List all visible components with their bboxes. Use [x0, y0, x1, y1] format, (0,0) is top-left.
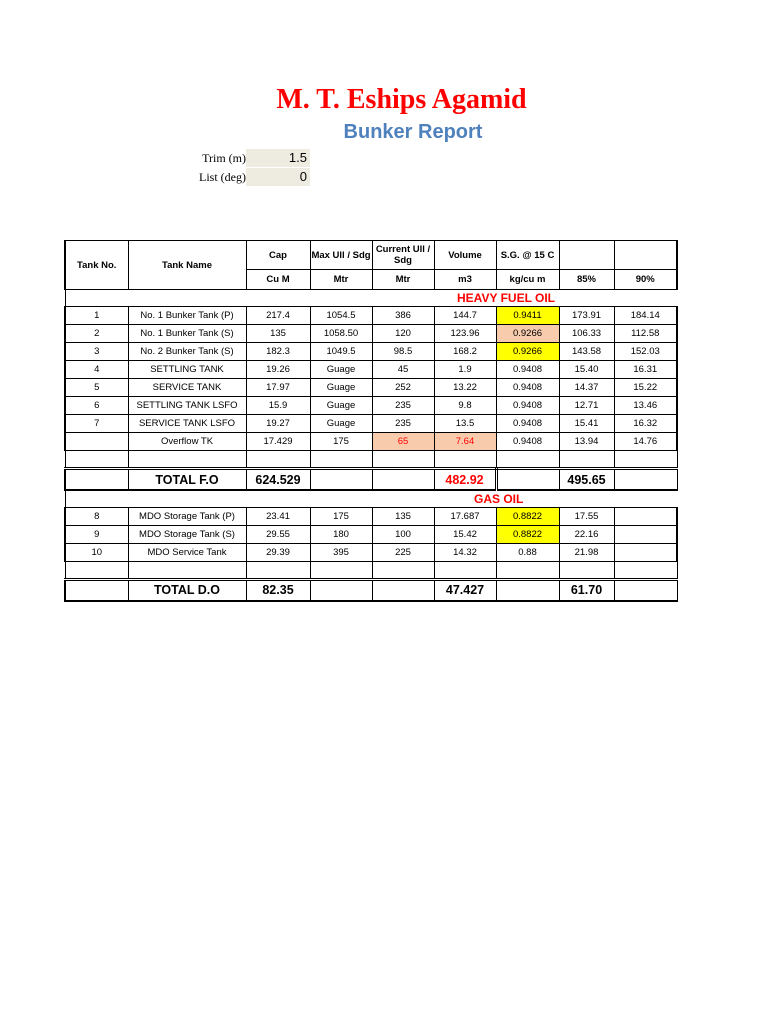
cell-max-ull: Guage [310, 415, 372, 433]
cell-tank-no: 8 [65, 507, 128, 525]
cell-volume: 1.9 [434, 361, 496, 379]
trim-value: 1.5 [246, 149, 310, 167]
unit-85: 85% [559, 270, 614, 290]
total-do-cap: 82.35 [246, 579, 310, 601]
list-value: 0 [246, 168, 310, 186]
cell-current-ull: 235 [372, 397, 434, 415]
list-label: List (deg) [199, 170, 246, 184]
cell-pct85: 12.71 [559, 397, 614, 415]
cell-sg: 0.9408 [496, 379, 559, 397]
cell-pct90 [614, 507, 677, 525]
cell-max-ull: 395 [310, 543, 372, 561]
cell-cap: 23.41 [246, 507, 310, 525]
unit-sg: kg/cu m [496, 270, 559, 290]
cell-pct85: 17.55 [559, 507, 614, 525]
cell-cap: 17.429 [246, 433, 310, 451]
cell-tank-no: 6 [65, 397, 128, 415]
col-current-ull: Current Ull / Sdg [372, 241, 434, 270]
cell-sg: 0.9408 [496, 415, 559, 433]
cell-max-ull: Guage [310, 361, 372, 379]
bunker-table [64, 240, 678, 602]
cell-pct90: 184.14 [614, 307, 677, 325]
unit-max-ull: Mtr [310, 270, 372, 290]
cell-sg: 0.9266 [496, 343, 559, 361]
col-tank-name: Tank Name [128, 241, 246, 290]
cell-max-ull: 1049.5 [310, 343, 372, 361]
cell-volume: 15.42 [434, 525, 496, 543]
cell-current-ull: 45 [372, 361, 434, 379]
unit-90: 90% [614, 270, 677, 290]
cell-pct90: 13.46 [614, 397, 677, 415]
cell-current-ull: 120 [372, 325, 434, 343]
cell-tank-name: MDO Storage Tank (P) [128, 507, 246, 525]
cell-current-ull: 386 [372, 307, 434, 325]
report-subtitle: Bunker Report [343, 121, 483, 143]
table-row [65, 361, 677, 379]
cell-max-ull: 1054.5 [310, 307, 372, 325]
table-row [65, 397, 677, 415]
cell-tank-no: 10 [65, 543, 128, 561]
cell-current-ull: 135 [372, 507, 434, 525]
cell-volume: 17.687 [434, 507, 496, 525]
table-row [65, 379, 677, 397]
cell-sg: 0.8822 [496, 525, 559, 543]
table-row [65, 307, 677, 325]
cell-volume: 7.64 [434, 433, 496, 451]
cell-cap: 29.55 [246, 525, 310, 543]
cell-sg: 0.9266 [496, 325, 559, 343]
cell-current-ull: 65 [372, 433, 434, 451]
cell-sg: 0.88 [496, 543, 559, 561]
total-fo-volume: 482.92 [434, 469, 496, 491]
cell-sg: 0.9408 [496, 433, 559, 451]
cell-sg: 0.9408 [496, 361, 559, 379]
cell-current-ull: 225 [372, 543, 434, 561]
cell-tank-no: 1 [65, 307, 128, 325]
total-do-label: TOTAL D.O [128, 579, 246, 601]
total-fo-85: 495.65 [559, 469, 614, 491]
cell-current-ull: 100 [372, 525, 434, 543]
total-do-85: 61.70 [559, 579, 614, 601]
cell-pct85: 15.40 [559, 361, 614, 379]
report-title: M. T. Eships Agamid [276, 84, 527, 115]
cell-volume: 13.22 [434, 379, 496, 397]
do-rows [65, 507, 677, 561]
cell-pct90: 14.76 [614, 433, 677, 451]
cell-current-ull: 235 [372, 415, 434, 433]
cell-tank-name: No. 1 Bunker Tank (P) [128, 307, 246, 325]
cell-max-ull: Guage [310, 397, 372, 415]
cell-current-ull: 252 [372, 379, 434, 397]
cell-volume: 144.7 [434, 307, 496, 325]
cell-cap: 135 [246, 325, 310, 343]
total-fo-cap: 624.529 [246, 469, 310, 491]
cell-max-ull: 175 [310, 433, 372, 451]
cell-max-ull: 180 [310, 525, 372, 543]
total-do-volume: 47.427 [434, 579, 496, 601]
cell-sg: 0.9408 [496, 397, 559, 415]
cell-cap: 17.97 [246, 379, 310, 397]
table-row [65, 343, 677, 361]
cell-pct90: 16.31 [614, 361, 677, 379]
col-sg: S.G. @ 15 C [496, 241, 559, 270]
cell-volume: 14.32 [434, 543, 496, 561]
cell-pct85: 14.37 [559, 379, 614, 397]
cell-pct85: 143.58 [559, 343, 614, 361]
col-blank-1 [559, 241, 614, 270]
cell-pct85: 106.33 [559, 325, 614, 343]
cell-tank-no: 9 [65, 525, 128, 543]
cell-sg: 0.8822 [496, 507, 559, 525]
cell-pct85: 15.41 [559, 415, 614, 433]
unit-cap: Cu M [246, 270, 310, 290]
section-heavy-fuel-oil: HEAVY FUEL OIL [434, 290, 677, 307]
cell-tank-no: 5 [65, 379, 128, 397]
cell-cap: 19.26 [246, 361, 310, 379]
cell-pct90: 15.22 [614, 379, 677, 397]
cell-pct90: 152.03 [614, 343, 677, 361]
table-row [65, 543, 677, 561]
cell-cap: 15.9 [246, 397, 310, 415]
cell-tank-no: 3 [65, 343, 128, 361]
cell-sg: 0.9411 [496, 307, 559, 325]
cell-tank-name: SERVICE TANK LSFO [128, 415, 246, 433]
col-cap: Cap [246, 241, 310, 270]
cell-max-ull: Guage [310, 379, 372, 397]
table-row [65, 525, 677, 543]
cell-tank-name: MDO Service Tank [128, 543, 246, 561]
cell-volume: 9.8 [434, 397, 496, 415]
cell-pct90: 112.58 [614, 325, 677, 343]
cell-tank-name: Overflow TK [128, 433, 246, 451]
cell-pct85: 173.91 [559, 307, 614, 325]
cell-cap: 217.4 [246, 307, 310, 325]
table-row [65, 507, 677, 525]
cell-tank-name: No. 1 Bunker Tank (S) [128, 325, 246, 343]
table-row [65, 415, 677, 433]
cell-pct90: 16.32 [614, 415, 677, 433]
cell-volume: 13.5 [434, 415, 496, 433]
table-row [65, 433, 677, 451]
cell-max-ull: 1058.50 [310, 325, 372, 343]
cell-pct90 [614, 543, 677, 561]
unit-current-ull: Mtr [372, 270, 434, 290]
hfo-rows [65, 307, 677, 451]
unit-volume: m3 [434, 270, 496, 290]
cell-cap: 19.27 [246, 415, 310, 433]
table-row [65, 325, 677, 343]
cell-pct90 [614, 525, 677, 543]
col-volume: Volume [434, 241, 496, 270]
total-fo-label: TOTAL F.O [128, 469, 246, 491]
cell-tank-no [65, 433, 128, 451]
cell-volume: 123.96 [434, 325, 496, 343]
cell-cap: 182.3 [246, 343, 310, 361]
cell-cap: 29.39 [246, 543, 310, 561]
col-max-ull: Max Ull / Sdg [310, 241, 372, 270]
cell-tank-name: No. 2 Bunker Tank (S) [128, 343, 246, 361]
cell-pct85: 13.94 [559, 433, 614, 451]
cell-volume: 168.2 [434, 343, 496, 361]
cell-tank-name: SERVICE TANK [128, 379, 246, 397]
cell-pct85: 22.16 [559, 525, 614, 543]
cell-max-ull: 175 [310, 507, 372, 525]
cell-tank-no: 4 [65, 361, 128, 379]
cell-tank-no: 2 [65, 325, 128, 343]
cell-tank-name: SETTLING TANK [128, 361, 246, 379]
cell-tank-name: SETTLING TANK LSFO [128, 397, 246, 415]
cell-tank-name: MDO Storage Tank (S) [128, 525, 246, 543]
col-tank-no: Tank No. [65, 241, 128, 290]
trim-label: Trim (m) [202, 151, 246, 165]
cell-current-ull: 98.5 [372, 343, 434, 361]
cell-tank-no: 7 [65, 415, 128, 433]
col-blank-2 [614, 241, 677, 270]
cell-pct85: 21.98 [559, 543, 614, 561]
section-gas-oil: GAS OIL [434, 490, 677, 507]
